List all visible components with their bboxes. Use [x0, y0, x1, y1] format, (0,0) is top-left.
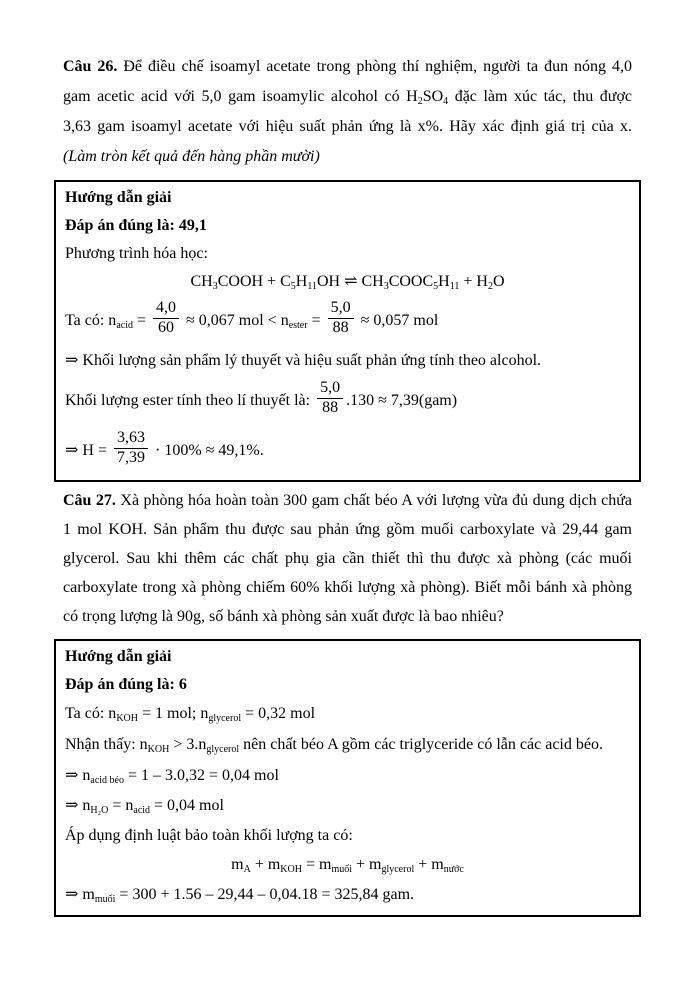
- text-run: + m: [352, 856, 382, 873]
- text-run: đặc làm xúc tác, thu được: [448, 88, 633, 105]
- text-run: Áp dụng định luật bảo toàn khối lượng ta có:: [65, 827, 353, 844]
- text-run: = 1 mol; n: [137, 705, 209, 722]
- text-run: gam acetic acid với 5,0 gam isoamylic alcohol có H: [63, 88, 418, 105]
- text-run: Câu 26.: [63, 58, 118, 75]
- text-run: m: [231, 856, 244, 873]
- solution-26-equation: [65, 268, 630, 296]
- text-run: + H: [459, 273, 488, 290]
- text-run: = 0,04 mol: [150, 797, 224, 814]
- text-run: · 100% ≈ 49,1%.: [150, 442, 264, 459]
- text-run: > 3.n: [169, 736, 207, 753]
- solution-26-step-2: [65, 296, 630, 346]
- subscript: 2: [417, 96, 423, 107]
- q26-line-1: [63, 52, 632, 82]
- subscript: H₂O: [90, 805, 109, 816]
- fraction-denominator: 88: [328, 318, 354, 337]
- text-run: CH: [190, 273, 213, 290]
- solution-27-heading: [65, 643, 630, 671]
- text-run: Phương trình hóa học:: [65, 245, 208, 262]
- solution-27-answer: [65, 671, 630, 699]
- text-run: ⇒ m: [65, 886, 95, 903]
- text-run: = 1 – 3.0,32 = 0,04 mol: [124, 767, 279, 784]
- subscript: ester: [288, 320, 308, 331]
- text-run: Ta có: n: [65, 705, 117, 722]
- text-run: O: [492, 273, 505, 290]
- fraction-numerator: 4,0: [156, 299, 176, 317]
- fraction-numerator: 5,0: [330, 299, 351, 317]
- q27-line-5: [63, 602, 632, 631]
- subscript: acid: [133, 805, 151, 816]
- text-run: = n: [108, 797, 134, 814]
- text-run: H: [438, 273, 450, 290]
- text-run: Xà phòng hóa hoàn toàn 300 gam chất béo A với lượng vừa đủ dung dịch chứa: [115, 492, 633, 509]
- text-run: 1 mol KOH. Sản phẩm thu được sau phản ứng gồm muối carboxylate và 29,44 gam: [63, 521, 632, 538]
- subscript: acid: [116, 320, 133, 331]
- q26-line-3: [63, 112, 632, 142]
- text-run: nên chất béo A gồm các triglyceride có lẫn các acid béo.: [239, 736, 603, 753]
- fraction-denominator: 7,39: [114, 448, 148, 467]
- solution-27-equation: [65, 851, 630, 879]
- text-run: ⇒ H =: [65, 442, 111, 459]
- text-run: ≈ 0,057 mol: [356, 312, 439, 329]
- text-run: + m: [414, 856, 444, 873]
- subscript: glycerol: [381, 864, 415, 875]
- subscript: nước: [443, 864, 464, 875]
- solution-27-step-1: [65, 699, 630, 729]
- text-run: ⇒ Khối lượng sản phẩm lý thuyết và hiệu suất phản ứng tính theo alcohol.: [65, 352, 542, 369]
- solution-27-step-2: [65, 729, 630, 761]
- text-run: =: [307, 312, 325, 329]
- text-run: Để điều chế isoamyl acetate trong phòng thí nghiệm, người ta đun nóng 4,0: [117, 58, 632, 75]
- subscript: 4: [443, 96, 449, 107]
- text-run: ⇒ n: [65, 767, 91, 784]
- fraction-denominator: 60: [153, 318, 179, 337]
- text-run: COOH + C: [217, 273, 291, 290]
- subscript: 5: [433, 281, 439, 292]
- question-27: [63, 486, 632, 631]
- text-run: 3,63 gam isoamyl acetate với hiệu suất phản ứng là x%. Hãy xác định giá trị của x.: [63, 118, 632, 135]
- text-run: Hướng dẫn giải: [65, 189, 172, 206]
- solution-26-step-5: [65, 426, 630, 476]
- q27-line-1: [63, 486, 632, 515]
- subscript: acid béo: [90, 775, 124, 786]
- solution-26-step-1: [65, 240, 630, 268]
- fraction: [328, 299, 354, 337]
- text-run: ≈ 0,067 mol < n: [182, 312, 289, 329]
- q26-line-2: [63, 82, 632, 112]
- text-run: COOC: [388, 273, 434, 290]
- text-run: Khối lượng ester tính theo lí thuyết là:: [65, 392, 315, 409]
- solution-27-step-4: [65, 791, 630, 821]
- text-run: = 300 + 1.56 – 29,44 – 0,04.18 = 325,84 gam.: [115, 886, 415, 903]
- subscript: 11: [449, 281, 460, 292]
- text-run: ⇒ n: [65, 797, 91, 814]
- text-run: Đáp án đúng là: 6: [65, 676, 187, 693]
- subscript: muối: [94, 894, 116, 905]
- q27-line-3: [63, 544, 632, 573]
- fraction: [114, 429, 148, 467]
- text-run: Ta có: n: [65, 312, 117, 329]
- text-run: OH ⇌ CH: [316, 273, 384, 290]
- solution-26-step-4: [65, 376, 630, 426]
- q27-line-2: [63, 515, 632, 544]
- solution-26-heading: [65, 184, 630, 212]
- question-26: [63, 52, 632, 172]
- solution-27-box: [54, 639, 641, 917]
- subscript: KOH: [280, 864, 302, 875]
- subscript: 3: [383, 281, 389, 292]
- text-run: glycerol. Sau khi thêm các chất phụ gia cần thiết thì thu được xà phòng (các muối: [63, 550, 632, 567]
- text-run: Nhận thấy: n: [65, 736, 148, 753]
- text-run: = 0,32 mol: [241, 705, 316, 722]
- fraction-numerator: 5,0: [320, 379, 341, 397]
- fraction-denominator: 88: [317, 398, 343, 417]
- subscript: KOH: [116, 713, 138, 724]
- solution-26-step-3: [65, 346, 630, 376]
- text-run: có trọng lượng là 90g, số bánh xà phòng sản xuất được là bao nhiêu?: [63, 608, 504, 625]
- fraction-numerator: 3,63: [116, 429, 145, 447]
- text-run: carboxylate trong xà phòng chiếm 60% khối lượng xà phòng). Biết mỗi bánh xà phòng: [63, 579, 632, 596]
- solution-27-step-6: [65, 879, 630, 911]
- fraction: [153, 299, 179, 337]
- subscript: 11: [307, 281, 317, 292]
- text-run: Đáp án đúng là: 49,1: [65, 217, 207, 234]
- solution-26-box: [54, 180, 641, 482]
- subscript: glycerol: [208, 713, 242, 724]
- subscript: muối: [331, 864, 352, 875]
- solution-27-step-3: [65, 761, 630, 791]
- text-run: .130 ≈ 7,39(gam): [346, 392, 458, 409]
- text-run: + m: [250, 856, 281, 873]
- subscript: KOH: [147, 744, 170, 755]
- text-run: Câu 27.: [63, 492, 116, 509]
- text-run: Hướng dẫn giải: [65, 648, 172, 665]
- subscript: A: [243, 864, 251, 875]
- fraction: [317, 379, 343, 417]
- text-run: = m: [301, 856, 332, 873]
- solution-26-answer: [65, 212, 630, 240]
- text-run: SO: [422, 88, 444, 105]
- subscript: 3: [212, 281, 218, 292]
- text-run: =: [132, 312, 150, 329]
- text-run: (Làm tròn kết quả đến hàng phần mười): [63, 148, 320, 165]
- subscript: 5: [290, 281, 296, 292]
- solution-27-step-5: [65, 821, 630, 851]
- subscript: 2: [487, 281, 493, 292]
- text-run: H: [295, 273, 308, 290]
- subscript: glycerol: [206, 744, 240, 755]
- q27-line-4: [63, 573, 632, 602]
- q26-line-4: [63, 142, 632, 172]
